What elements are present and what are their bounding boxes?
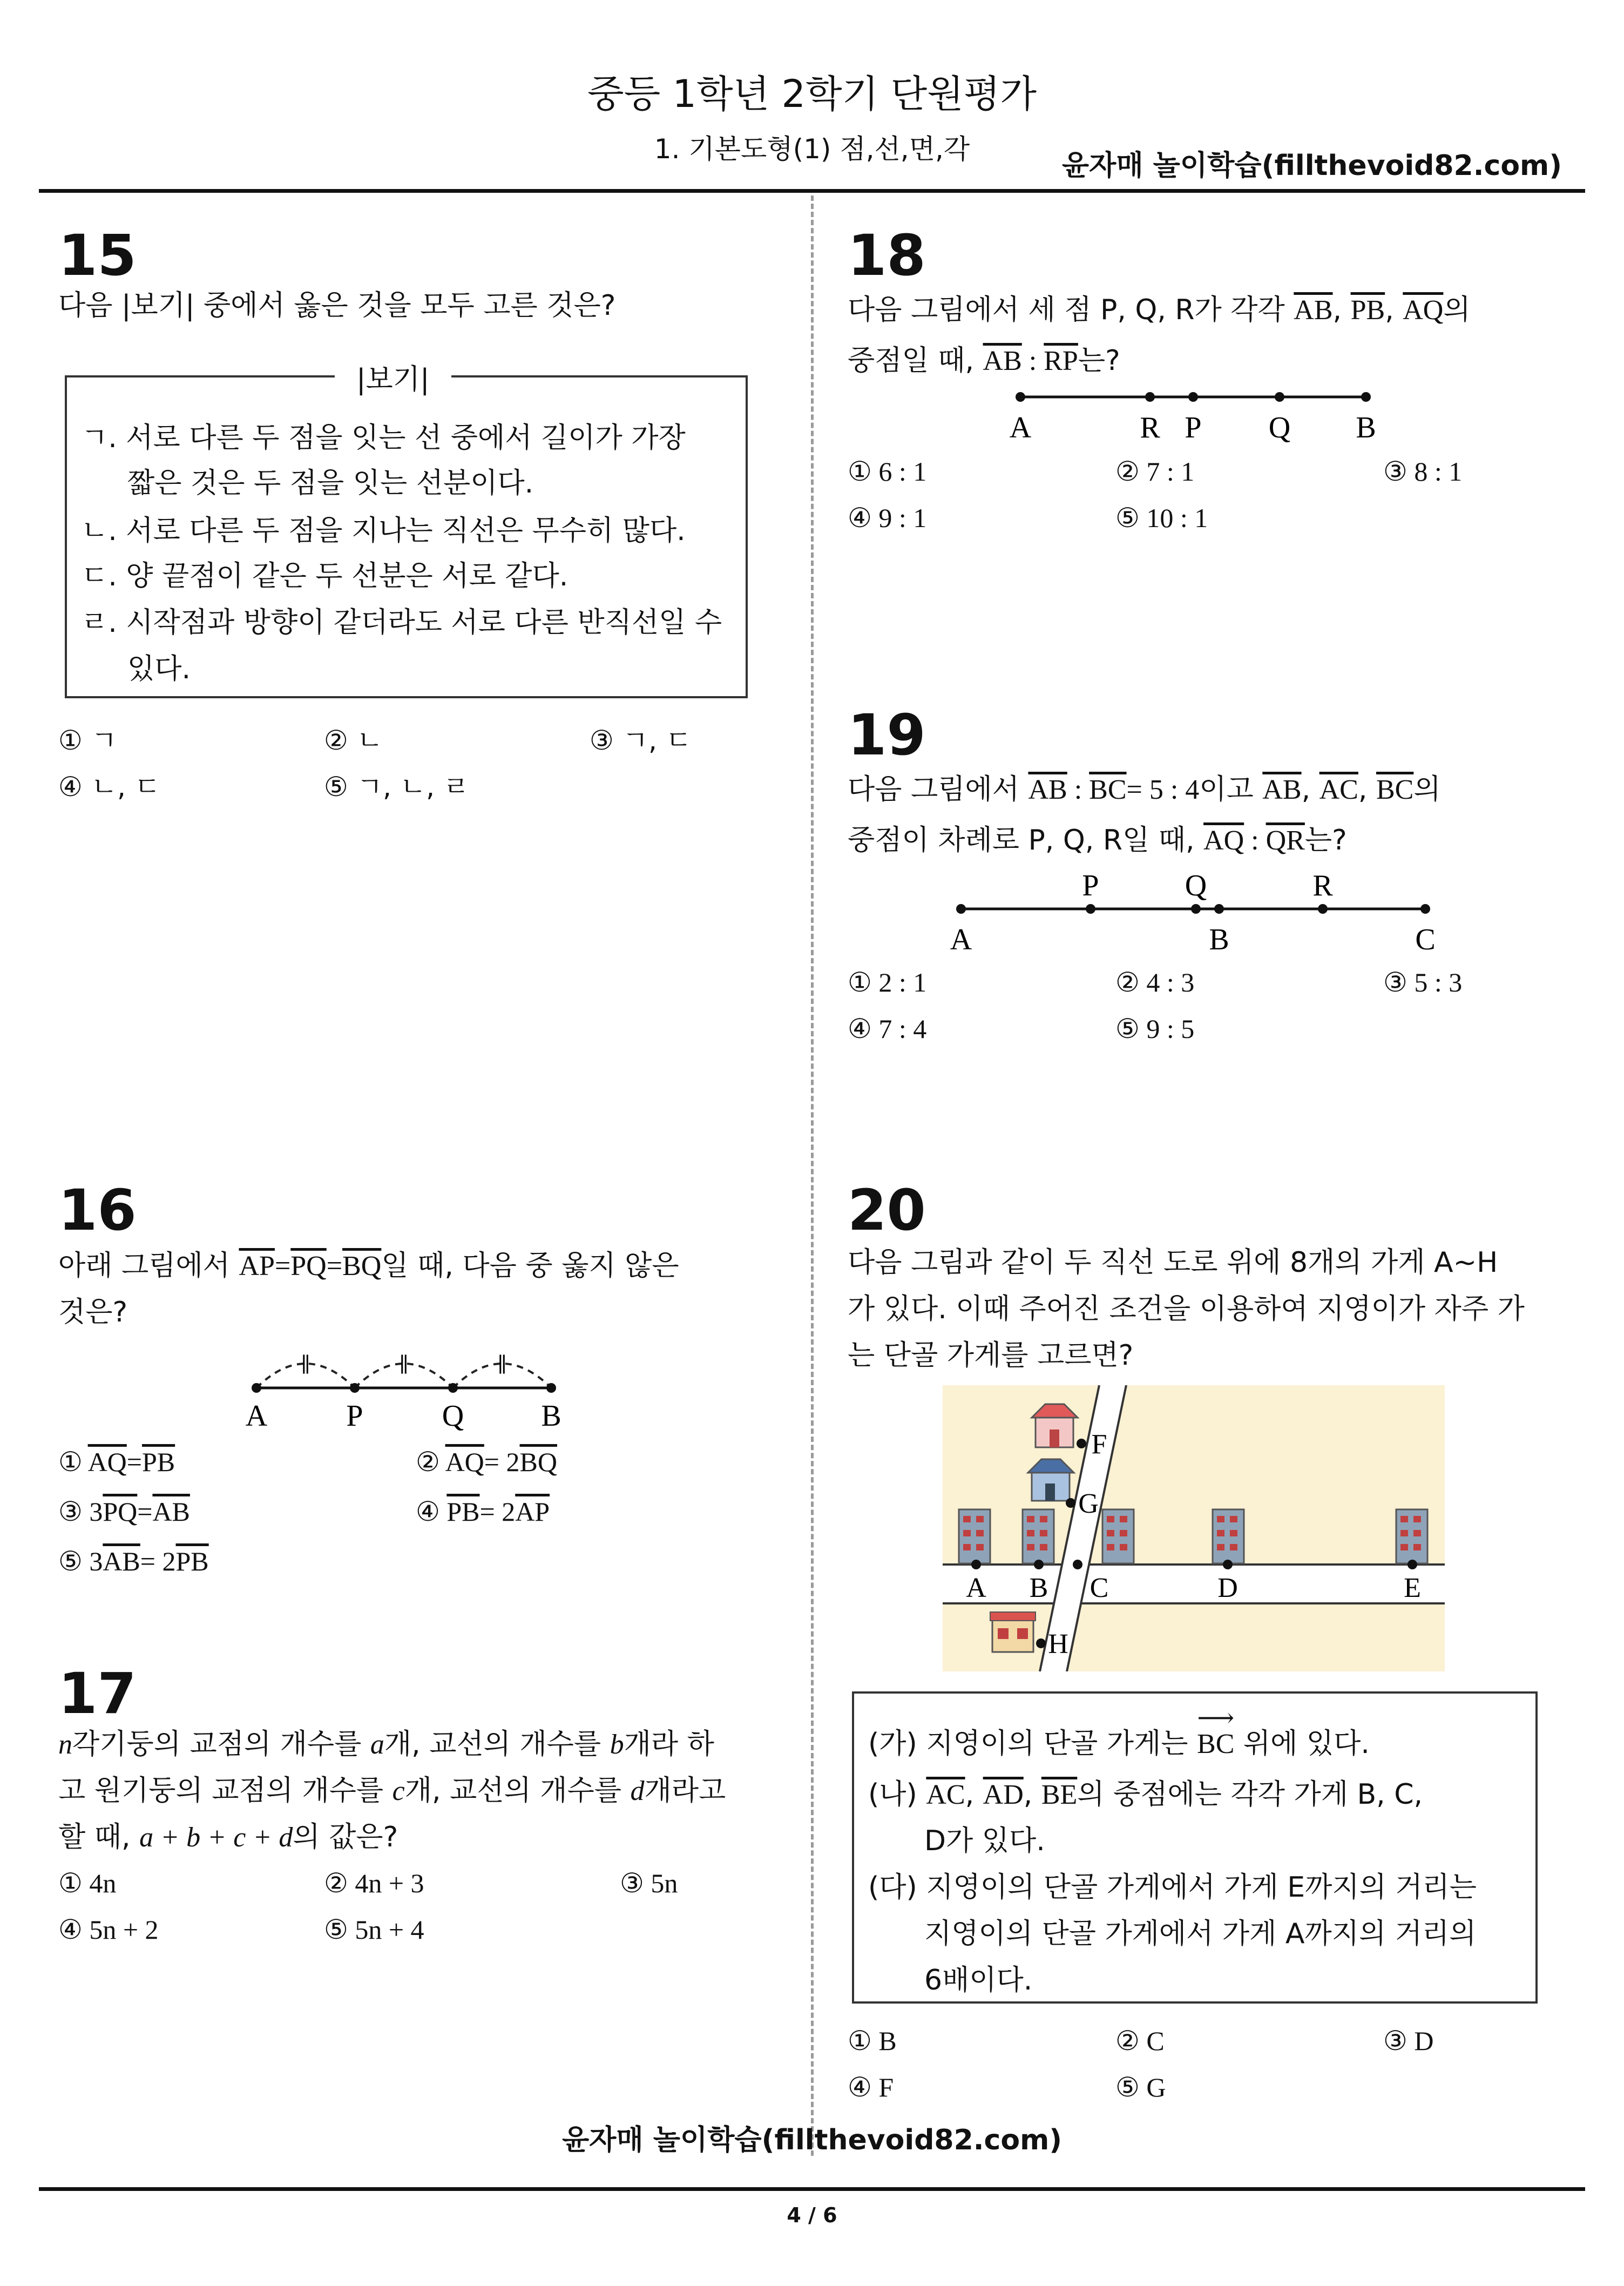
map-label-g: G [1078, 1488, 1099, 1519]
q16-opt4-lhs: $\overline{PB}$ [446, 1496, 480, 1527]
question-17-number: 17 [58, 1661, 137, 1727]
q16-opt3-op: = [137, 1496, 153, 1527]
horizontal-road [943, 1565, 1445, 1603]
q18-seg-pb: $\overline{PB}$ [1350, 295, 1385, 326]
question-19-line-2 [848, 817, 1347, 865]
question-20-line-3: 는 단골 가게를 고르면? [848, 1339, 1134, 1372]
q17-l2-a: 고 원기둥의 교점의 개수를 [58, 1775, 393, 1807]
q16-opt2-lhs: $\overline{AQ}$ [445, 1447, 484, 1477]
question-20-line-2: 가 있다. 이때 주어진 조건을 이용하여 지영이가 자주 가 [848, 1293, 1525, 1325]
q20-c2-a: 의 중점에는 각각 가게 B, C, [1077, 1778, 1423, 1811]
q17-l1-f: 개라 하 [624, 1728, 714, 1761]
q18-option-5[interactable]: ⑤ 10 : 1 [1115, 503, 1208, 533]
q19-option-1[interactable]: ① 2 : 1 [848, 967, 927, 997]
q19-point-c [1420, 904, 1430, 914]
q16-opt2-op: = 2 [484, 1447, 520, 1477]
q20-option-5[interactable]: ⑤ G [1115, 2072, 1166, 2102]
q20-cond-1 [868, 1704, 1370, 1768]
q15-item-1: ㄱ. 서로 다른 두 점을 잇는 선 중에서 길이가 가장 [81, 422, 686, 454]
shop-icon [990, 1612, 1036, 1652]
question-19-line-1 [848, 766, 1441, 814]
q17-var-a: a [370, 1729, 384, 1760]
q19-label-c: C [1415, 923, 1436, 956]
q16-opt2-num: ② [416, 1447, 440, 1477]
q18-option-2[interactable]: ② 7 : 1 [1115, 456, 1195, 487]
q16-point-b [546, 1383, 556, 1393]
q15-item-4-cont: 있다. [127, 653, 191, 685]
q19-l1-a: 다음 그림에서 [848, 773, 1028, 806]
q16-eq-2: = [326, 1251, 343, 1282]
q20-cond-2 [868, 1771, 1423, 1818]
q19-seg-aq: $\overline{AQ}$ [1203, 825, 1244, 856]
map-label-b: B [1029, 1573, 1048, 1603]
q16-opt3-rhs: $\overline{AB}$ [152, 1496, 190, 1527]
q20-option-1[interactable]: ① B [848, 2026, 897, 2056]
q16-opt4-num: ④ [416, 1496, 440, 1527]
q19-point-b [1214, 904, 1224, 914]
q20-cond-3 [868, 1864, 1477, 1911]
question-16-text [58, 1242, 679, 1290]
q20-seg-ad: $\overline{AD}$ [983, 1779, 1024, 1810]
q16-option-3[interactable] [58, 1488, 190, 1535]
question-17-line-2 [58, 1767, 726, 1815]
q17-var-d: d [630, 1776, 645, 1806]
q17-option-2[interactable]: ② 4n + 3 [324, 1868, 424, 1898]
question-15-number: 15 [58, 222, 137, 288]
q20-seg-be: $\overline{BE}$ [1041, 1779, 1078, 1810]
q15-option-5[interactable]: ⑤ ㄱ, ㄴ, ㄹ [324, 771, 470, 803]
map-label-e: E [1404, 1573, 1421, 1603]
house-blue-icon [1028, 1459, 1074, 1501]
q20-c1-a: 지영이의 단골 가게는 [926, 1728, 1197, 1760]
map-label-a: A [966, 1573, 986, 1603]
question-19-number: 19 [848, 702, 926, 768]
q16-figure [232, 1329, 578, 1437]
column-divider [811, 195, 814, 2156]
q15-box-title: |보기| [335, 356, 451, 397]
q16-opt5-pre: 3 [89, 1546, 103, 1576]
building-e-icon [1396, 1509, 1427, 1563]
q15-option-1[interactable]: ① ㄱ [58, 725, 118, 756]
q16-opt1-op: = [126, 1447, 142, 1477]
q16-seg-ap: $\overline{AP}$ [239, 1251, 275, 1282]
q19-option-5[interactable]: ⑤ 9 : 5 [1115, 1014, 1195, 1044]
q18-comma-2: , [1385, 294, 1403, 326]
q20-c3-tag: (다) [868, 1871, 917, 1904]
q16-seg-bq: $\overline{BQ}$ [342, 1251, 382, 1282]
q19-colon-2: : [1244, 825, 1266, 856]
q16-opt1-rhs: $\overline{PB}$ [142, 1447, 175, 1477]
building-d-icon [1213, 1509, 1244, 1563]
brand-footer: 윤자매 놀이학습(fillthevoid82.com) [561, 2124, 1063, 2156]
q19-label-b: B [1209, 923, 1229, 956]
q20-cond-3-end: 6배이다. [924, 1964, 1033, 1997]
q17-option-5[interactable]: ⑤ 5n + 4 [324, 1914, 424, 1945]
q16-opt1-lhs: $\overline{AQ}$ [87, 1447, 127, 1477]
q20-cond-3-cont: 지영이의 단골 가게에서 가게 A까지의 거리의 [924, 1918, 1477, 1950]
q18-option-3[interactable]: ③ 8 : 1 [1383, 456, 1463, 487]
question-17-line-3 [58, 1813, 398, 1862]
q16-option-1[interactable] [58, 1439, 175, 1485]
q19-seg-qr: $\overline{QR}$ [1266, 825, 1305, 856]
q18-point-q [1275, 392, 1284, 402]
q16-opt3-pre: 3 [89, 1496, 103, 1527]
q16-seg-pq: $\overline{PQ}$ [290, 1251, 327, 1282]
q17-option-3[interactable]: ③ 5n [620, 1868, 678, 1898]
q20-map [943, 1385, 1445, 1671]
q19-seg-ac: $\overline{AC}$ [1319, 774, 1358, 805]
map-label-c: C [1090, 1573, 1109, 1603]
question-18-number: 18 [848, 222, 926, 288]
q19-point-r [1318, 904, 1328, 914]
q16-tick-3: ∥ [497, 1354, 507, 1377]
q20-seg-ac: $\overline{AC}$ [926, 1779, 965, 1810]
map-point-c [1073, 1560, 1082, 1569]
q19-l1-b: 이고 [1199, 773, 1263, 806]
q16-label-q: Q [442, 1399, 464, 1433]
q17-var-n: n [58, 1729, 72, 1760]
q17-l3-a: 할 때, [58, 1821, 140, 1853]
question-16-number: 16 [58, 1177, 137, 1243]
footer-rule [39, 2187, 1585, 2191]
question-20-number: 20 [848, 1177, 926, 1243]
q15-option-3[interactable]: ③ ㄱ, ㄷ [590, 725, 692, 756]
q18-colon: : [1021, 346, 1044, 376]
q16-label-p: P [346, 1399, 363, 1433]
q17-var-c: c [392, 1776, 405, 1806]
page-subtitle: 1. 기본도형(1) 점,선,면,각 [654, 133, 970, 165]
q17-option-1[interactable]: ① 4n [58, 1868, 117, 1898]
q17-l1-d: 개, 교선의 개수를 [384, 1728, 610, 1761]
q15-item-3: ㄷ. 양 끝점이 같은 두 선분은 서로 같다. [81, 560, 569, 592]
q20-option-4[interactable]: ④ F [848, 2072, 894, 2102]
map-point-e [1408, 1560, 1417, 1569]
q20-ray-arrow: ⟶ [1197, 1704, 1235, 1732]
q20-comma-1: , [965, 1778, 983, 1811]
q18-l2-a: 중점일 때, [848, 345, 983, 377]
q16-option-5[interactable] [58, 1538, 209, 1584]
q19-label-q: Q [1185, 869, 1207, 902]
q16-opt2-rhs: $\overline{BQ}$ [519, 1447, 557, 1477]
q19-l2-a: 중점이 차례로 P, Q, R일 때, [848, 824, 1204, 857]
q18-label-b: B [1356, 411, 1376, 444]
q19-seg-ab: $\overline{AB}$ [1028, 774, 1067, 805]
q16-opt5-rhs: $\overline{PB}$ [175, 1546, 209, 1576]
q19-ratio: = 5 : 4 [1126, 774, 1200, 805]
q18-option-4[interactable]: ④ 9 : 1 [848, 503, 927, 533]
q18-figure [999, 378, 1388, 454]
q16-point-a [252, 1383, 261, 1393]
question-16-text-line2: 것은? [58, 1296, 128, 1329]
q20-c2-tag: (나) [868, 1778, 917, 1811]
map-point-f [1077, 1439, 1086, 1448]
q16-point-q [448, 1383, 458, 1393]
map-label-h: H [1048, 1629, 1068, 1660]
q19-option-4[interactable]: ④ 7 : 4 [848, 1014, 927, 1044]
q18-seg-aq: $\overline{AQ}$ [1403, 295, 1444, 326]
q15-item-2: ㄴ. 서로 다른 두 점을 지나는 직선은 무수히 많다. [81, 515, 686, 547]
q15-option-4[interactable]: ④ ㄴ, ㄷ [58, 771, 161, 803]
question-18-line-1 [848, 286, 1471, 334]
q19-option-2[interactable]: ② 4 : 3 [1115, 967, 1195, 997]
q19-option-3[interactable]: ③ 5 : 3 [1383, 967, 1463, 997]
q19-figure [934, 863, 1452, 960]
q16-eq-1: = [274, 1251, 291, 1282]
map-label-d: D [1217, 1573, 1238, 1603]
question-17-line-1 [58, 1721, 714, 1769]
q17-option-4[interactable]: ④ 5n + 2 [58, 1914, 159, 1945]
building-c-icon [1102, 1509, 1134, 1563]
q20-comma-2: , [1023, 1778, 1041, 1811]
q20-option-3[interactable]: ③ D [1383, 2026, 1434, 2056]
q20-option-2[interactable]: ② C [1115, 2026, 1165, 2056]
q16-tick-1: ∥ [301, 1354, 310, 1377]
q17-expression: a + b + c + d [139, 1822, 293, 1853]
q16-opt3-lhs: $\overline{PQ}$ [103, 1496, 138, 1527]
q20-cond-2-cont: D가 있다. [924, 1825, 1045, 1857]
q16-opt3-num: ③ [58, 1496, 83, 1527]
header-rule [39, 189, 1585, 193]
q15-option-2[interactable]: ② ㄴ [324, 725, 383, 756]
q18-l1-b: 의 [1443, 294, 1471, 326]
q19-comma-1: , [1301, 773, 1320, 806]
q15-item-4: ㄹ. 시작점과 방향이 같더라도 서로 다른 반직선일 수 [81, 606, 722, 639]
q16-opt5-lhs: $\overline{AB}$ [103, 1546, 140, 1576]
map-point-d [1223, 1560, 1233, 1569]
building-b-icon [1023, 1509, 1054, 1563]
question-15-text: 다음 |보기| 중에서 옳은 것을 모두 고른 것은? [58, 289, 616, 322]
q18-option-1[interactable]: ① 6 : 1 [848, 456, 927, 487]
q18-comma-1: , [1332, 294, 1351, 326]
q18-point-r [1145, 392, 1155, 402]
q18-point-b [1361, 392, 1371, 402]
map-point-g [1066, 1498, 1075, 1508]
q16-opt5-num: ⑤ [58, 1546, 83, 1576]
house-red-icon [1032, 1404, 1078, 1447]
q18-seg-ab: $\overline{AB}$ [1294, 295, 1333, 326]
q15-item-1-cont: 짧은 것은 두 점을 잇는 선분이다. [127, 467, 534, 500]
q18-label-r: R [1140, 411, 1160, 444]
q16-text-post: 일 때, 다음 중 옳지 않은 [381, 1250, 679, 1282]
q16-option-4[interactable] [416, 1488, 550, 1535]
q17-l2-e: 개라고 [644, 1775, 726, 1807]
map-point-a [971, 1560, 981, 1569]
q17-l2-c: 개, 교선의 개수를 [404, 1775, 631, 1807]
q17-l3-c: 의 값은? [293, 1821, 398, 1853]
q16-option-2[interactable] [416, 1439, 557, 1485]
q18-label-q: Q [1268, 411, 1291, 444]
q19-label-p: P [1082, 869, 1099, 902]
building-a-icon [959, 1509, 990, 1563]
page-number: 4 / 6 [787, 2203, 837, 2227]
q18-point-a [1016, 392, 1025, 402]
q16-opt4-op: = 2 [479, 1496, 516, 1527]
q19-l1-c: 의 [1413, 773, 1441, 806]
map-point-h [1036, 1638, 1046, 1648]
q16-point-p [350, 1383, 360, 1393]
q16-opt5-op: = 2 [140, 1546, 176, 1576]
q19-label-a: A [950, 923, 972, 956]
q18-l2-b: 는? [1078, 345, 1120, 377]
q19-point-p [1086, 904, 1095, 914]
q19-point-a [956, 904, 966, 914]
q19-l2-b: 는? [1304, 824, 1347, 857]
map-point-b [1034, 1560, 1044, 1569]
q19-comma-2: , [1358, 773, 1376, 806]
q20-ray-bc [1197, 1704, 1235, 1768]
q18-l1-a: 다음 그림에서 세 점 P, Q, R가 각각 [848, 294, 1294, 326]
q18-label-a: A [1009, 411, 1032, 444]
q16-text-pre: 아래 그림에서 [58, 1250, 239, 1282]
q16-tick-2: ∥ [399, 1354, 409, 1377]
q20-c1-tag: (가) [868, 1728, 917, 1760]
q18-label-p: P [1185, 411, 1202, 444]
q19-label-r: R [1312, 869, 1333, 902]
q16-label-a: A [245, 1399, 268, 1433]
q16-opt1-num: ① [58, 1447, 83, 1477]
q19-seg-bc-2: $\overline{BC}$ [1376, 774, 1414, 805]
q19-seg-bc: $\overline{BC}$ [1089, 774, 1127, 805]
q16-label-b: B [541, 1399, 561, 1433]
q18-seg-ab-2: $\overline{AB}$ [983, 346, 1022, 376]
q19-point-q [1191, 904, 1201, 914]
q20-c3-a: 지영이의 단골 가게에서 가게 E까지의 거리는 [926, 1871, 1477, 1904]
q17-l1-b: 각기둥의 교점의 개수를 [72, 1728, 370, 1761]
brand-header: 윤자매 놀이학습(fillthevoid82.com) [1061, 150, 1562, 182]
question-20-line-1: 다음 그림과 같이 두 직선 도로 위에 8개의 가게 A~H [848, 1246, 1498, 1279]
q20-c1-b: 위에 있다. [1234, 1728, 1370, 1760]
q19-seg-ab-2: $\overline{AB}$ [1262, 774, 1302, 805]
page-title: 중등 1학년 2학기 단원평가 [587, 72, 1037, 116]
q19-colon-1: : [1067, 774, 1090, 805]
q18-seg-rp: $\overline{RP}$ [1044, 346, 1078, 376]
q17-var-b: b [610, 1729, 624, 1760]
map-label-f: F [1091, 1429, 1107, 1460]
q16-opt4-rhs: $\overline{AP}$ [515, 1496, 550, 1527]
q18-point-p [1188, 392, 1198, 402]
q20-ray-label: BC [1197, 1729, 1235, 1759]
